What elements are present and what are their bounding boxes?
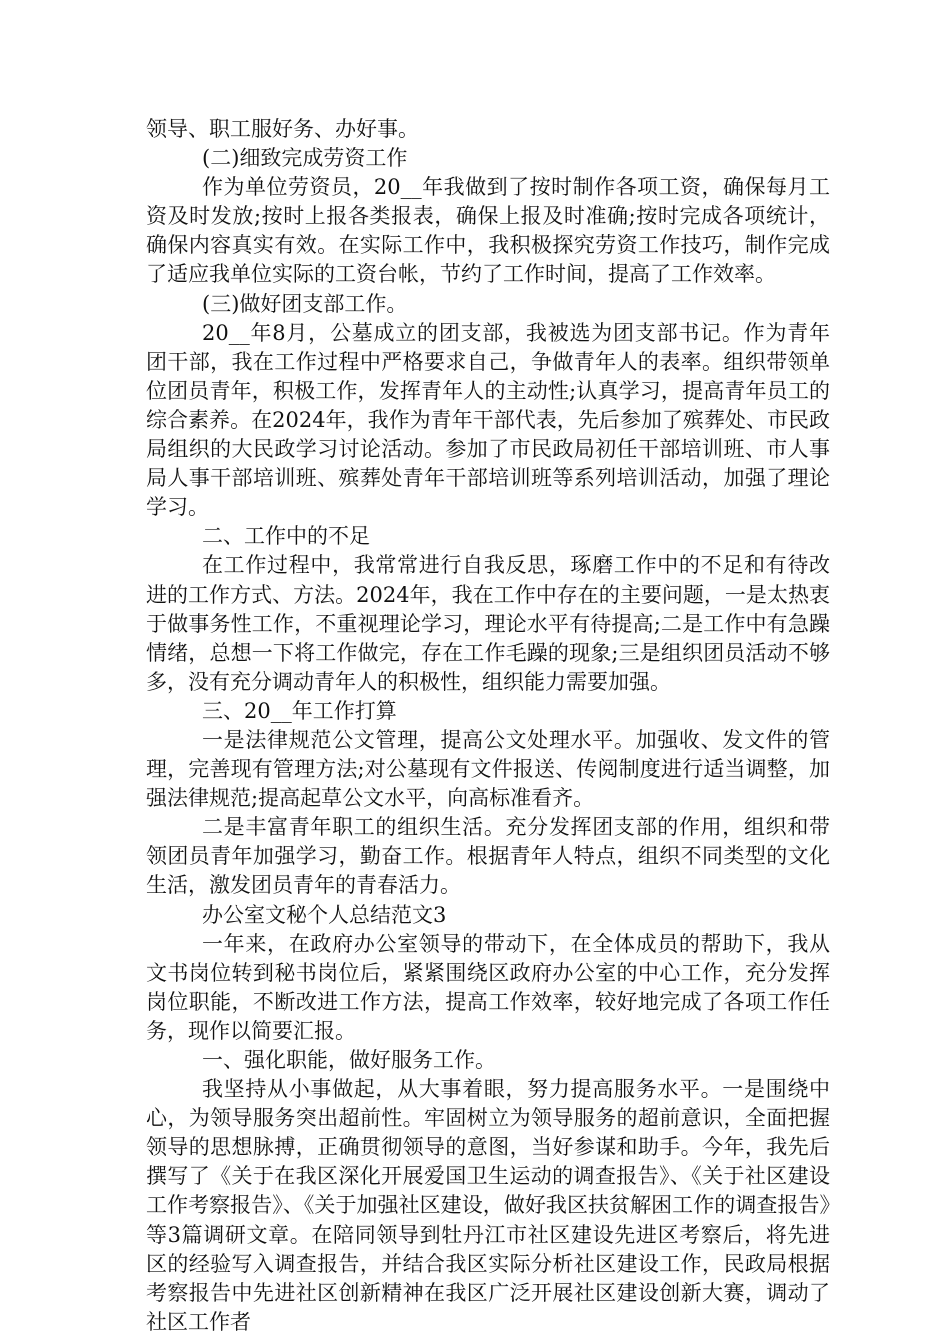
- document-body: [146, 115, 830, 1337]
- paragraph-plan-documents: 一是法律规范公文管理，提高公文处理水平。加强收、发文件的管理，完善现有管理方法;对公墓现有文件报送、传阅制度进行适当调整，加强法律规范;提高起草公文水平，向高标准看齐。: [146, 727, 830, 811]
- heading-work-plan: 三、20__年工作打算: [202, 698, 397, 723]
- paragraph-continuation: 领导、职工服好务、办好事。: [146, 117, 419, 141]
- paragraph-shortcomings: 在工作过程中，我常常进行自我反思，琢磨工作中的不足和有待改进的工作方式、方法。2024年，我在工作中存在的主要问题，一是太热衷于做事务性工作，不重视理论学习，理论水平有待提高;二是工作中有急躁情绪，总想一下将工作做完，存在工作毛躁的现象;三是组织团员活动不够多，没有充分调动青年人的积极性，组织能力需要加强。: [146, 553, 830, 694]
- paragraph-youth-league: 20__年8月，公墓成立的团支部，我被选为团支部书记。作为青年团干部，我在工作过程中严格要求自己，争做青年人的表率。组织带领单位团员青年，积极工作，发挥青年人的主动性;认真学习，提高青年员工的综合素养。在2024年，我作为青年干部代表，先后参加了殡葬处、市民政局组织的大民政学习讨论活动。参加了市民政局初任干部培训班、市人事局人事干部培训班、殡葬处青年干部培训班等系列培训活动，加强了理论学习。: [146, 320, 830, 520]
- paragraph-labor-wages: 作为单位劳资员，20__年我做到了按时制作各项工资，确保每月工资及时发放;按时上报各类报表，确保上报及时准确;按时完成各项统计，确保内容真实有效。在实际工作中，我积极探究劳资工作技巧，制作完成了适应我单位实际的工资台帐，节约了工作时间，提高了工作效率。: [146, 175, 830, 287]
- heading-labor-wages: (二)细致完成劳资工作: [202, 146, 408, 171]
- paragraph-service-work: 我坚持从小事做起，从大事着眼，努力提高服务水平。一是围绕中心，为领导服务突出超前性。牢固树立为领导服务的超前意识，全面把握领导的思想脉搏，正确贯彻领导的意图，当好参谋和助手。今年，我先后撰写了《关于在我区深化开展爱国卫生运动的调查报告》、《关于社区建设工作考察报告》、《关于加强社区建设，做好我区扶贫解困工作的调查报告》等3篇调研文章。在陪同领导到牡丹江市社区建设先进区考察后，将先进区的经验写入调查报告，并结合我区实际分析社区建设工作，民政局根据考察报告中先进社区创新精神在我区广泛开展社区建设创新大赛，调动了社区工作者: [146, 1077, 830, 1334]
- heading-youth-league: (三)做好团支部工作。: [202, 291, 408, 316]
- heading-shortcomings: 二、工作中的不足: [202, 524, 370, 549]
- section-title-example-3: 办公室文秘个人总结范文3: [202, 902, 447, 927]
- heading-strengthen-functions: 一、强化职能，做好服务工作。: [202, 1048, 496, 1072]
- paragraph-plan-youth: 二是丰富青年职工的组织生活。充分发挥团支部的作用，组织和带领团员青年加强学习，勤奋工作。根据青年人特点，组织不同类型的文化生活，激发团员青年的青春活力。: [146, 815, 830, 898]
- paragraph-intro: 一年来，在政府办公室领导的带动下，在全体成员的帮助下，我从文书岗位转到秘书岗位后，紧紧围绕区政府办公室的中心工作，充分发挥岗位职能，不断改进工作方法，提高工作效率，较好地完成了各项工作任务，现作以简要汇报。: [146, 931, 830, 1043]
